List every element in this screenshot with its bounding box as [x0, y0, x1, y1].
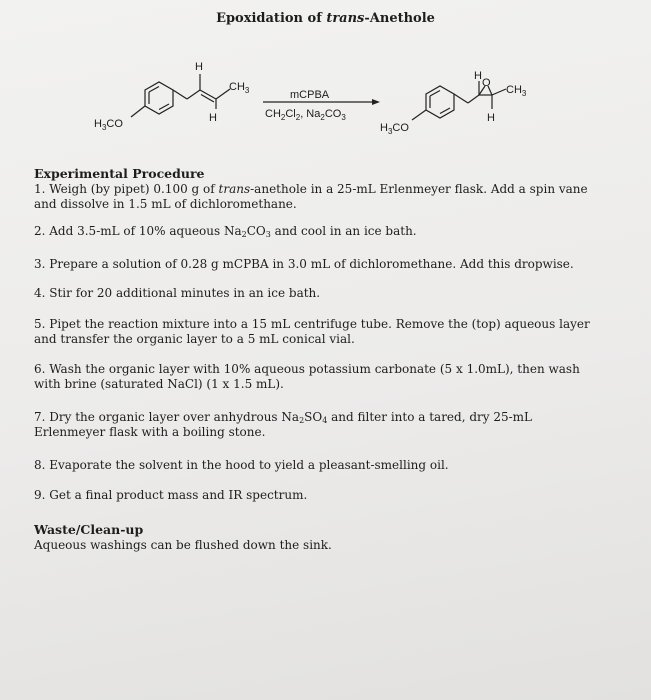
reactant-structure	[131, 74, 230, 117]
reaction-scheme	[0, 40, 651, 150]
product-oxygen: O	[482, 77, 491, 89]
reactant-double-bond	[200, 90, 216, 99]
reactant-alkene-bond-2	[187, 90, 200, 99]
product-chain-bond-1	[454, 94, 468, 103]
reactant-ch3: $CH_3$	[229, 81, 250, 95]
procedure-step-1: 1. Weigh (by pipet) 0.100 g of trans-anethole in a 25-mL Erlenmeyer flask. Add a spin vane and dissolve in 1.5 mL of dichloromethane.	[34, 182, 588, 211]
procedure-heading: Experimental Procedure	[34, 166, 205, 181]
product-chain-bond-2	[468, 95, 479, 103]
reagent-solvent-base: $CH_2Cl_2$, $Na_2CO_3$	[265, 108, 346, 122]
product-ch3-bond	[492, 89, 506, 95]
reactant-ch3-bond	[216, 89, 230, 99]
title-prefix: Epoxidation of	[216, 11, 327, 26]
reactant-methoxy-bond	[131, 106, 145, 117]
reagent-mcpba: mCPBA	[290, 89, 330, 101]
procedure-step-3: 3. Prepare a solution of 0.28 g mCPBA in 3.0 mL of dichloromethane. Add this dropwise.	[34, 257, 574, 271]
procedure-step-9: 9. Get a final product mass and IR spectrum.	[34, 488, 308, 502]
waste-note: Aqueous washings can be flushed down the sink.	[34, 538, 332, 552]
title-suffix: -Anethole	[364, 11, 435, 26]
product-h-top: H	[474, 70, 482, 82]
reactant-alkene-bond-1	[173, 90, 187, 99]
procedure-step-5: 5. Pipet the reaction mixture into a 15 mL centrifuge tube. Remove the (top) aqueous layer and transfer the organic layer to a 5 mL conical vial.	[34, 317, 590, 346]
procedure-step-8: 8. Evaporate the solvent in the hood to yield a pleasant-smelling oil.	[34, 458, 449, 472]
procedure-step-4: 4. Stir for 20 additional minutes in an ice bath.	[34, 286, 321, 300]
waste-heading: Waste/Clean-up	[34, 522, 144, 537]
title-italic: trans	[326, 11, 365, 26]
product-h-bottom: H	[487, 112, 495, 124]
product-ch3: $CH_3$	[506, 84, 527, 98]
procedure-step-6: 6. Wash the organic layer with 10% aqueous potassium carbonate (5 x 1.0mL), then wash with brine (saturated NaCl) (1 x 1.5 mL).	[34, 362, 580, 391]
page-title	[0, 11, 651, 26]
reaction-arrowhead	[372, 99, 380, 105]
procedure-step-2: 2. Add 3.5-mL of 10% aqueous $Na_2CO_3$ and cool in an ice bath.	[34, 224, 417, 239]
reactant-h-top: H	[195, 61, 203, 73]
product-methoxy: $H_3CO$	[380, 122, 409, 136]
procedure-step-7: 7. Dry the organic layer over anhydrous $Na_2SO_4$ and filter into a tared, dry 25-mL Erlenmeyer flask with a boiling stone.	[34, 410, 533, 439]
reactant-methoxy: $H_3CO$	[94, 118, 123, 132]
product-methoxy-bond	[412, 110, 426, 120]
reactant-h-bottom: H	[209, 112, 217, 124]
